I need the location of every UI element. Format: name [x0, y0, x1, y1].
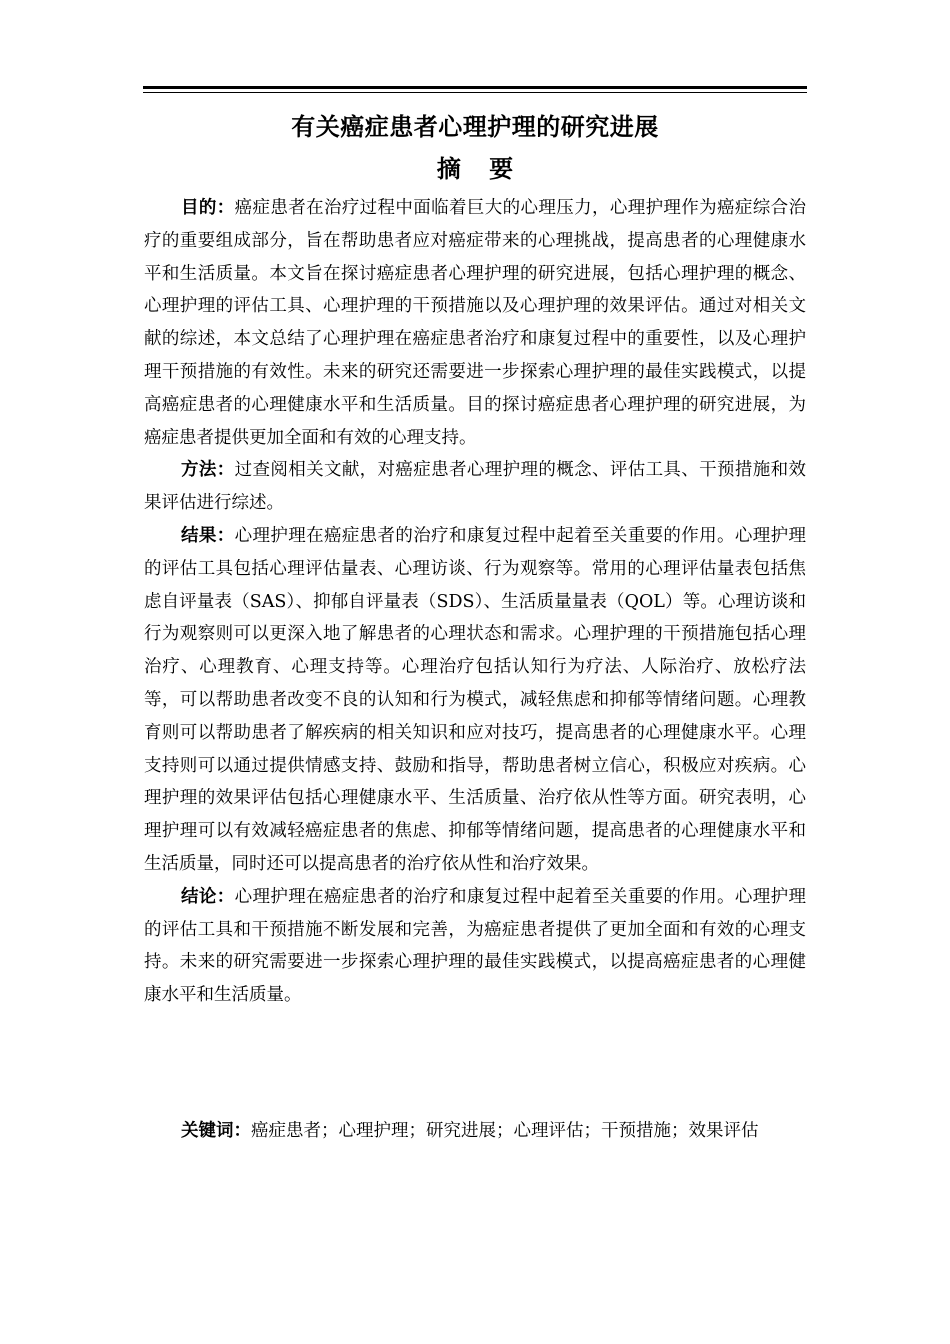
abstract-heading: 摘 要 — [436, 154, 524, 183]
abstract-section-methods — [144, 454, 806, 520]
section-label: 结论： — [181, 886, 235, 907]
header-rule-thick — [143, 86, 807, 89]
abstract-section-results — [144, 520, 806, 881]
section-label: 方法： — [181, 460, 235, 481]
abstract-section-purpose — [144, 192, 806, 454]
section-text: 癌症患者在治疗过程中面临着巨大的心理压力，心理护理作为癌症综合治疗的重要组成部分，旨在帮助患者应对癌症带来的心理挑战，提高患者的心理健康水平和生活质量。本文旨在探讨癌症患者心理护理的研究进展，包括心理护理的概念、心理护理的评估工具、心理护理的干预措施以及心理护理的效果评估。通过对相关文献的综述，本文总结了心理护理在癌症患者治疗和康复过程中的重要性，以及心理护理干预措施的有效性。未来的研究还需要进一步探索心理护理的最佳实践模式，以提高癌症患者的心理健康水平和生活质量。目的探讨癌症患者心理护理的研究进展，为癌症患者提供更加全面和有效的心理支持。 — [144, 198, 807, 448]
abstract-section-conclusion — [144, 881, 806, 1012]
keywords-line — [144, 1115, 806, 1148]
section-text: 过查阅相关文献，对癌症患者心理护理的概念、评估工具、干预措施和效果评估进行综述。 — [144, 460, 807, 514]
header-rule-thin — [143, 92, 807, 93]
keywords-text: 癌症患者；心理护理；研究进展；心理评估；干预措施；效果评估 — [251, 1121, 759, 1141]
abstract-body — [144, 192, 806, 1012]
section-text: 心理护理在癌症患者的治疗和康复过程中起着至关重要的作用。心理护理的评估工具和干预措施不断发展和完善，为癌症患者提供了更加全面和有效的心理支持。未来的研究需要进一步探索心理护理的最佳实践模式，以提高癌症患者的心理健康水平和生活质量。 — [144, 886, 807, 1006]
section-label: 目的： — [181, 198, 235, 218]
section-text: 心理护理在癌症患者的治疗和康复过程中起着至关重要的作用。心理护理的评估工具包括心理评估量表、心理访谈、行为观察等。常用的心理评估量表包括焦虑自评量表（SAS）、抑郁自评量表（SDS）、生活质量量表（QOL）等。心理访谈和行为观察则可以更深入地了解患者的心理状态和需求。心理护理的干预措施包括心理治疗、心理教育、心理支持等。心理治疗包括认知行为疗法、人际治疗、放松疗法等，可以帮助患者改变不良的认知和行为模式，减轻焦虑和抑郁等情绪问题。心理教育则可以帮助患者了解疾病的相关知识和应对技巧，提高患者的心理健康水平。心理支持则可以通过提供情感支持、鼓励和指导，帮助患者树立信心，积极应对疾病。心理护理的效果评估包括心理健康水平、生活质量、治疗依从性等方面。研究表明，心理护理可以有效减轻癌症患者的焦虑、抑郁等情绪问题，提高患者的心理健康水平和生活质量，同时还可以提高患者的治疗依从性和治疗效果。 — [144, 525, 807, 874]
keywords-label: 关键词： — [181, 1121, 251, 1141]
paper-title: 有关癌症患者心理护理的研究进展 — [291, 112, 659, 141]
section-label: 结果： — [181, 525, 235, 546]
